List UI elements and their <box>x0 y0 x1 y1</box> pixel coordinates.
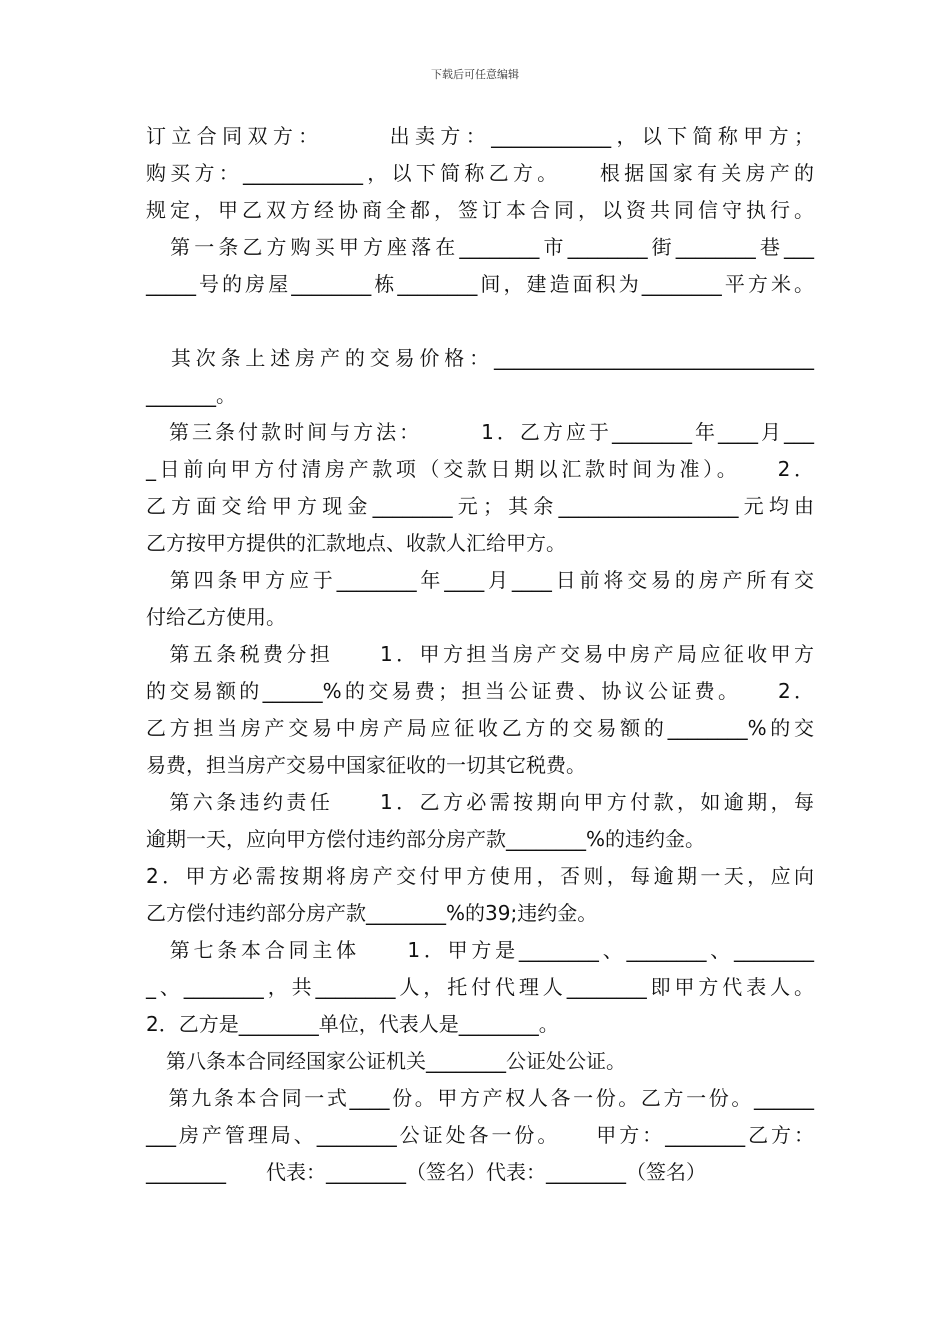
contract-line: 第四条甲方应于________年____月____日前将交易的房产所有交 <box>146 568 814 592</box>
contract-line: 的交易额的______%的交易费；担当公证费、协议公证费。 2． <box>146 679 814 703</box>
contract-line: 第七条本合同主体 1．甲方是________、________、________ <box>146 938 814 962</box>
contract-line: 第八条本合同经国家公证机关________公证处公证。 <box>146 1049 626 1073</box>
contract-line: 付给乙方使用。 <box>146 605 286 629</box>
contract-line: ________ 代表：________（签名）代表：________（签名） <box>146 1160 706 1184</box>
contract-line: 乙方偿付违约部分房产款________%的39;违约金。 <box>146 901 598 925</box>
contract-line: _、________，共________人，托付代理人________即甲方代表人。 <box>146 975 814 999</box>
contract-line: 乙方按甲方提供的汇款地点、收款人汇给甲方。 <box>146 531 566 555</box>
contract-line: _____号的房屋________栋________间，建造面积为________平方米。 <box>146 272 814 296</box>
contract-line: ___房产管理局、________公证处各一份。 甲方：________乙方： <box>146 1123 814 1147</box>
contract-line: 购买方：____________，以下简称乙方。 根据国家有关房产的 <box>146 161 814 185</box>
contract-line: 其次条上述房产的交易价格：________________________________ <box>146 346 814 370</box>
contract-line: 第六条违约责任 1．乙方必需按期向甲方付款，如逾期，每 <box>146 790 814 814</box>
contract-line: 第九条本合同一式____份。甲方产权人各一份。乙方一份。______ <box>146 1086 814 1110</box>
contract-line: _日前向甲方付清房产款项（交款日期以汇款时间为准）。 2． <box>146 457 814 481</box>
contract-line: 2．乙方是________单位，代表人是________。 <box>146 1012 559 1036</box>
contract-line: 第一条乙方购买甲方座落在________市________街________巷___ <box>146 235 814 259</box>
contract-line: 乙方面交给甲方现金________元；其余__________________元均由 <box>146 494 814 518</box>
contract-line: 逾期一天，应向甲方偿付违约部分房产款________%的违约金。 <box>146 827 706 851</box>
page-header-note: 下载后可任意编辑 <box>431 68 519 81</box>
contract-body <box>146 118 814 1191</box>
contract-line: 第五条税费分担 1．甲方担当房产交易中房产局应征收甲方 <box>146 642 814 666</box>
contract-line: 第三条付款时间与方法： 1．乙方应于________年____月___ <box>146 420 814 444</box>
contract-line: _______。 <box>146 383 236 407</box>
contract-line: 易费，担当房产交易中国家征收的一切其它税费。 <box>146 753 586 777</box>
contract-line: 2．甲方必需按期将房产交付甲方使用，否则，每逾期一天，应向 <box>146 864 814 888</box>
contract-line: 规定，甲乙双方经协商全都，签订本合同，以资共同信守执行。 <box>146 198 814 222</box>
contract-line: 乙方担当房产交易中房产局应征收乙方的交易额的________%的交 <box>146 716 814 740</box>
contract-line: 订立合同双方： 出卖方：____________，以下简称甲方； <box>146 124 814 148</box>
blank-line <box>146 303 814 340</box>
